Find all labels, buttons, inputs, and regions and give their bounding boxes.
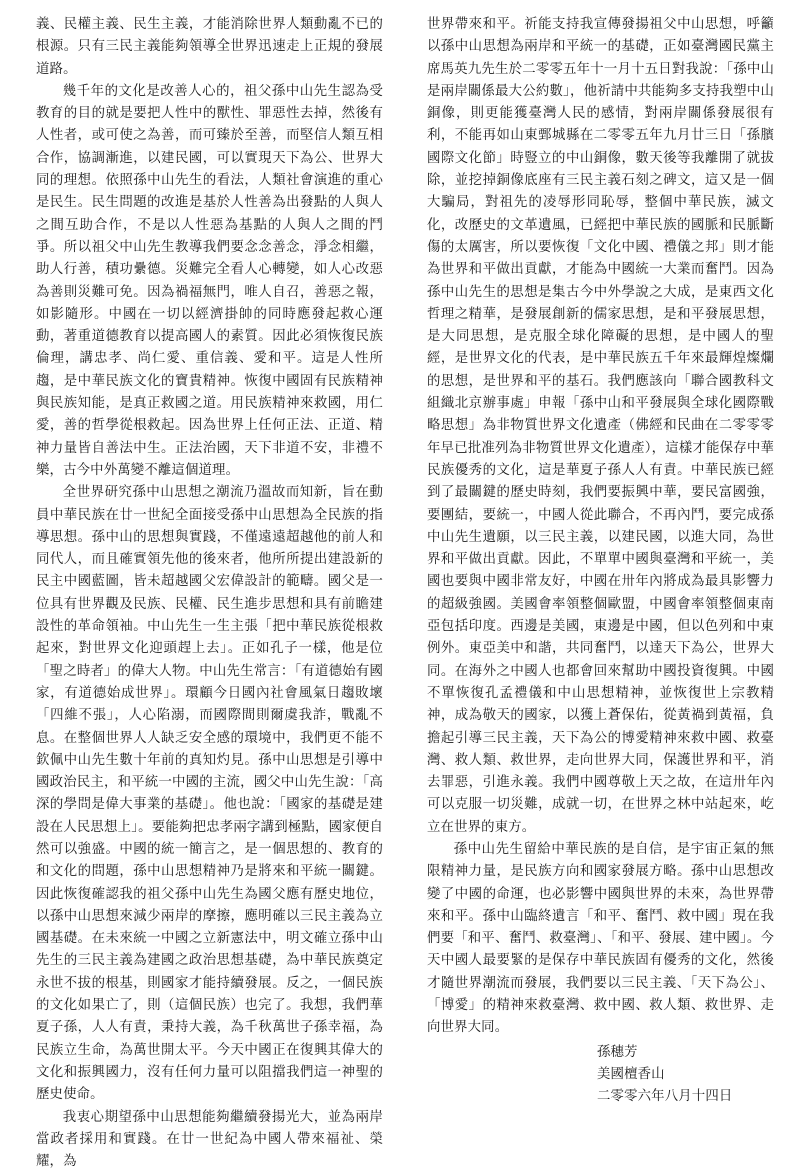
left-paragraph-hope: 我衷心期望孫中山思想能夠繼續發揚光大，並為兩岸當政者採用和實踐。在廿一世紀為中國人帶來福祉、榮耀，為 (36, 1109, 383, 1170)
signature-name: 孫穗芳 (597, 1044, 638, 1060)
left-column (36, 14, 383, 1170)
left-paragraph-culture: 幾千年的文化是改善人心的，祖父孫中山先生認為受教育的目的就是要把人性中的獸性、罪惡性去掉，然後有人性者，或可使之為善，而可臻於至善，而堅信人類互相合作，協調漸進，以建民國，可以實現天下為公、世界大同的理想。依照孫中山先生的看法，人類社會演進的重心是民生。民生問題的改進是基於人性善為出發點的人與人之間互助合作，不是以人性惡為基點的人與人之間的鬥爭。所以祖父中山先生教導我們要念念善念，淨念相繼，助人行善，積功纍德。災難完全看人心轉變，如人心改惡為善則災難可免。因為禍福無門，唯人自召，善惡之報，如影隨形。中國在一切以經濟掛帥的同時應發起救心運動，著重道德教育以提高國人的素質。因此必須恢復民族倫理，講忠孝、尚仁愛、重信義、愛和平。這是人性所趨，是中華民族文化的寶貴精神。恢復中國固有民族精神與民族知能，是真正救國之道。用民族精神來救國，用仁愛，善的哲學從根救起。因為世界上任何正法、正道、精神力量皆自善法中生。正法治國，天下非道不安，非禮不樂，古今中外萬變不離這個道理。 (36, 83, 383, 478)
signature-location: 美國檀香山 (597, 1066, 665, 1082)
left-paragraph-continuation: 義、民權主義、民生主義，才能消除世界人類動亂不已的根源。只有三民主義能夠領導全世界迅速走上正規的發展道路。 (36, 17, 383, 77)
right-paragraph-continuation: 世界帶來和平。祈能支持我宣傳發揚祖父中山思想，呼籲以孫中山思想為兩岸和平統一的基礎，正如臺灣國民黨主席馬英九先生於二零零五年十一月十五日對我說：「孫中山是兩岸關係最大公約數」，他祈請中共能夠多支持我塑中山銅像，則更能獲臺灣人民的感情，對兩岸關係發展很有利，不能再如山東鄄城縣在二零零五年九月廿三日「孫臏國際文化節」時豎立的中山銅像，數天後等我離開了就拔除，並挖掉銅像底座有三民主義石刻之碑文，這又是一個大騙局，對祖先的凌辱形同恥辱，整個中華民族，滅文化，改歷史的文革遺風，已經把中華民族的國脈和民脈斷傷的太厲害，所以要恢復「文化中國、禮儀之邦」則才能為世界和平做出貢獻，才能為中國統一大業而奮鬥。因為孫中山先生的思想是集古今中外學說之大成，是東西文化哲理之精華，是發展創新的儒家思想，是和平發展思想，是大同思想，是克服全球化障礙的思想，是中國人的聖經，是世界文化的代表，是中華民族五千年來最輝煌燦爛的思想，是世界和平的基石。我們應該向「聯合國教科文組織北京辦事處」申報「孫中山和平發展與全球化國際戰略思想」為非物質世界文化遺產（佛經和民曲在二零零零年早已批准列為非物質世界文化遺產），這樣才能保存中華民族優秀的文化，這是華夏子孫人人有責。中華民族已經到了最關鍵的歷史時刻，我們要振興中華，要民富國強，要團結，要統一，中國人從此聯合，不再內鬥，要完成孫中山先生遺願，以三民主義，以建民國，以進大同，為世界和平做出貢獻。因此，不單單中國與臺灣和平統一，美國也要與中國非常友好，中國在卅年內將成為最具影響力的超級強國。美國會率領整個歐盟，中國會率領整個東南亞包括印度。西邊是美國，東邊是中國，但以色列和中東例外。東亞美中和諧，共同奮鬥，以達天下為公，世界大同。在海外之中國人也都會回來幫助中國投資復興。中國不單恢復孔孟禮儀和中山思想精神，並恢復世上宗教精神，成為敬天的國家，以獲上蒼保佑，從黃禍到黃福，負擔起引導三民主義，天下為公的博愛精神來救中國、救臺灣、救人類、救世界，走向世界大同，保護世界和平，消去罪惡，引進永義。我們中國尊敬上天之故，在這卅年內可以克服一切災難，成就一切，在世界之林中站起來，屹立在世界的東方。 (427, 17, 774, 835)
signature-date: 二零零六年八月十四日 (597, 1089, 733, 1105)
right-paragraph-legacy: 孫中山先生留給中華民族的是自信，是宇宙正氣的無限精神力量，是民族方向和國家發展方略。孫中山思想改變了中國的命運，也必影響中國與世界的未來，為世界帶來和平。孫中山臨終遺言「和平、奮鬥、救中國」現在我們要「和平、奮鬥、救臺灣」、「和平、發展、建中國」。今天中國人最要緊的是保存中華民族固有優秀的文化，然後才隨世界潮流而發展，我們要以三民主義、「天下為公」、「博愛」的精神來救臺灣、救中國、救人類、救世界、走向世界大同。 (427, 841, 774, 1036)
signature-block (427, 1042, 774, 1109)
left-paragraph-world-study: 全世界研究孫中山思想之潮流乃溫故而知新，旨在動員中華民族在廿一世紀全面接受孫中山思想為全民族的指導思想。孫中山的思想與實踐，不僅遠遠超越他的前人和同代人，而且確實領先他的後來者，他所所提出建設新的民主中國藍圖，皆未超越國父宏偉設計的範疇。國父是一位具有世界觀及民族、民權、民生進步思想和具有前瞻建設性的革命領袖。中山先生一生主張「把中華民族從根救起來，對世界文化迎頭趕上去」。正如孔子一樣，他是位「聖之時者」的偉大人物。中山先生常言：「有道德始有國家，有道德始成世界」。環顧今日國內社會風氣日趨敗壞「四維不張」，人心陷溺，而國際間則爾虞我詐，戰亂不息。在整個世界人人缺乏安全感的環境中，我們更不能不欽佩中山先生數十年前的真知灼見。孫中山思想是引導中國政治民主，和平統一中國的主流，國父中山先生說：「高深的學問是偉大事業的基礎」。他也說：「國家的基礎是建設在人民思想上」。要能夠把忠孝兩字講到極點，國家便自然可以強盛。中國的統一簡言之，是一個思想的、教育的和文化的問題，孫中山思想精神乃是將來和平統一關鍵。因此恢復確認我的祖父孫中山先生為國父應有歷史地位，以孫中山思想來減少兩岸的摩擦，應明確以三民主義為立國基礎。在未來統一中國之立新憲法中，明文確立孫中山先生的三民主義為建國之政治思想基礎，為中華民族奠定永世不拔的根基，則國家才能持續發展。反之，一個民族的文化如果亡了，則（這個民族）也完了。我想，我們華夏子孫，人人有責，秉持大義，為千秋萬世子孫幸福，為民族立生命，為萬世開太平。今天中國正在復興其偉大的文化和振興國力，沒有任何力量可以阻擋我們這一神聖的歷史使命。 (36, 485, 383, 1103)
right-column (427, 14, 774, 1105)
